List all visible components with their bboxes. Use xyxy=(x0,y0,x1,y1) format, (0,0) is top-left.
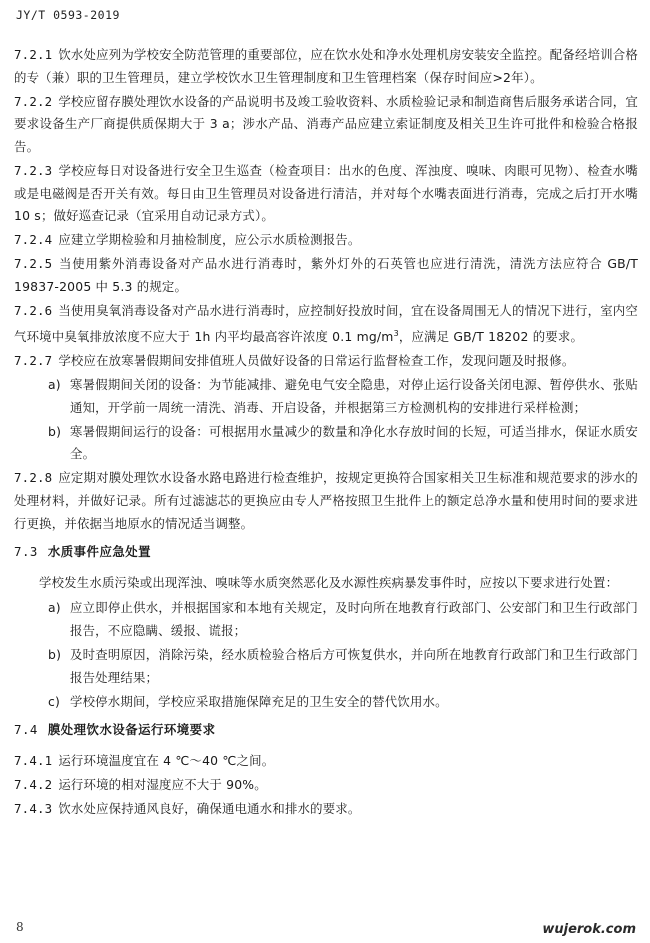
clause-number: 7.2.5 xyxy=(14,256,53,272)
section-intro: 学校发生水质污染或出现浑浊、嗅味等水质突然恶化及水源性疾病暴发事件时，应按以下要求进行处置： xyxy=(39,574,619,590)
clause-7-2-5 xyxy=(14,253,638,298)
clause-text: 应建立学期检验和月抽检制度，应公示水质检测报告。 xyxy=(58,232,361,248)
clause-number: 7.4.3 xyxy=(14,801,53,817)
list-item xyxy=(48,374,638,419)
list-marker: b) xyxy=(48,423,62,439)
clause-text: 当使用紫外消毒设备对产品水进行消毒时，紫外灯外的石英管也应进行清洗，清洗方法应符合 GB/T 19837-2005 中 5.3 的规定。 xyxy=(14,256,638,294)
superscript: 3 xyxy=(393,328,399,338)
clause-text: 当使用臭氧消毒设备对产品水进行消毒时，应控制好投放时间，宜在设备周围无人的情况下进行，室内空气环境中臭氧排放浓度不应大于 1h 内平均最高容许浓度 0.1 mg/m xyxy=(14,303,638,344)
list-item xyxy=(48,691,638,714)
clause-text: 运行环境的相对湿度应不大于 90%。 xyxy=(58,776,267,792)
clause-text: 运行环境温度宜在 4 ℃～40 ℃之间。 xyxy=(58,752,275,768)
clause-number: 7.2.7 xyxy=(14,352,53,368)
list-marker: a) xyxy=(48,376,61,392)
list-item-text: 寒暑假期间关闭的设备：为节能减排、避免电气安全隐患，对停止运行设备关闭电源、暂停供水、张贴通知，开学前一周统一清洗、消毒、开启设备，并根据第三方检测机构的安排进行采样检测； xyxy=(70,376,638,415)
clause-7-4-3 xyxy=(14,798,638,821)
clause-text: 应定期对膜处理饮水设备水路电路进行检查维护，按规定更换符合国家相关卫生标准和规范要求的涉水的处理材料，并做好记录。所有过滤滤芯的更换应由专人严格按照卫生批件上的额定总净水量和使用时间的要求进行更换，并依据当地原水的情况适当调整。 xyxy=(14,470,638,531)
clause-7-4-2 xyxy=(14,774,638,797)
section-heading-7-3 xyxy=(14,541,638,564)
section-heading-7-4 xyxy=(14,719,638,742)
clause-text: 学校应每日对设备进行安全卫生巡查（检查项目：出水的色度、浑浊度、嗅味、肉眼可见物）、检查水嘴或是电磁阀是否开关有效。每日由卫生管理员对设备进行清洁，并对每个水嘴表面进行消毒，完成之后打开水嘴 10 s；做好巡查记录（宜采用自动记录方式）。 xyxy=(14,162,638,224)
watermark-logo: wujerok.com xyxy=(542,922,636,937)
clause-7-2-1 xyxy=(14,44,638,89)
clause-number: 7.2.6 xyxy=(14,303,53,319)
clause-text-end: ，应满足 GB/T 18202 的要求。 xyxy=(398,328,584,344)
clause-text: 学校应在放寒暑假期间安排值班人员做好设备的日常运行监督检查工作，发现问题及时报修。 xyxy=(58,352,575,368)
clause-7-2-6 xyxy=(14,300,638,348)
list-item xyxy=(48,644,638,689)
clause-number: 7.2.1 xyxy=(14,47,53,62)
clause-number: 7.4.2 xyxy=(14,776,53,792)
section-title: 膜处理饮水设备运行环境要求 xyxy=(47,722,216,738)
clause-7-2-3 xyxy=(14,160,638,228)
section-title: 水质事件应急处置 xyxy=(47,544,152,560)
section-number: 7.4 xyxy=(14,722,38,738)
clause-text: 饮水处应保持通风良好，确保通电通水和排水的要求。 xyxy=(58,801,361,817)
page-number: 8 xyxy=(16,920,24,934)
clause-7-2-8 xyxy=(14,467,638,535)
clause-text: 学校应留存膜处理饮水设备的产品说明书及竣工验收资料、水质检验记录和制造商售后服务承诺合同，宜要求设备生产厂商提供质保期大于 3 a；涉水产品、消毒产品应建立索证制度及相关卫生许可批件和检验合格报告。 xyxy=(14,93,638,154)
clause-7-2-2 xyxy=(14,91,638,159)
list-item-text: 应立即停止供水，并根据国家和本地有关规定，及时向所在地教育行政部门、公安部门和卫生行政部门报告，不应隐瞒、缓报、谎报； xyxy=(70,600,638,638)
list-marker: b) xyxy=(48,646,62,662)
section-number: 7.3 xyxy=(14,544,38,560)
clause-7-2-4 xyxy=(14,229,638,252)
document-code-header: JY/T 0593-2019 xyxy=(16,8,120,22)
list-marker: a) xyxy=(48,600,61,616)
list-item xyxy=(48,421,638,466)
list-item xyxy=(48,597,638,642)
clause-7-2-7 xyxy=(14,350,638,373)
document-body xyxy=(14,44,638,822)
clause-number: 7.2.2 xyxy=(14,93,53,109)
clause-number: 7.2.3 xyxy=(14,162,53,178)
clause-7-4-1 xyxy=(14,750,638,773)
clause-number: 7.4.1 xyxy=(14,752,53,768)
list-marker: c) xyxy=(48,693,61,709)
clause-text: 饮水处应列为学校安全防范管理的重要部位，应在饮水处和净水处理机房安装安全监控。配备经培训合格的专（兼）职的卫生管理员，建立学校饮水卫生管理制度和卫生管理档案（保存时间应>2年）。 xyxy=(14,47,638,85)
list-item-text: 寒暑假期间运行的设备：可根据用水量减少的数量和净化水存放时间的长短，可适当排水，保证水质安全。 xyxy=(70,423,638,462)
list-item-text: 学校停水期间，学校应采取措施保障充足的卫生安全的替代饮用水。 xyxy=(70,693,448,709)
list-item-text: 及时查明原因，消除污染，经水质检验合格后方可恢复供水，并向所在地教育行政部门和卫生行政部门报告处理结果； xyxy=(70,646,638,685)
clause-number: 7.2.4 xyxy=(14,232,53,248)
clause-number: 7.2.8 xyxy=(14,470,53,486)
